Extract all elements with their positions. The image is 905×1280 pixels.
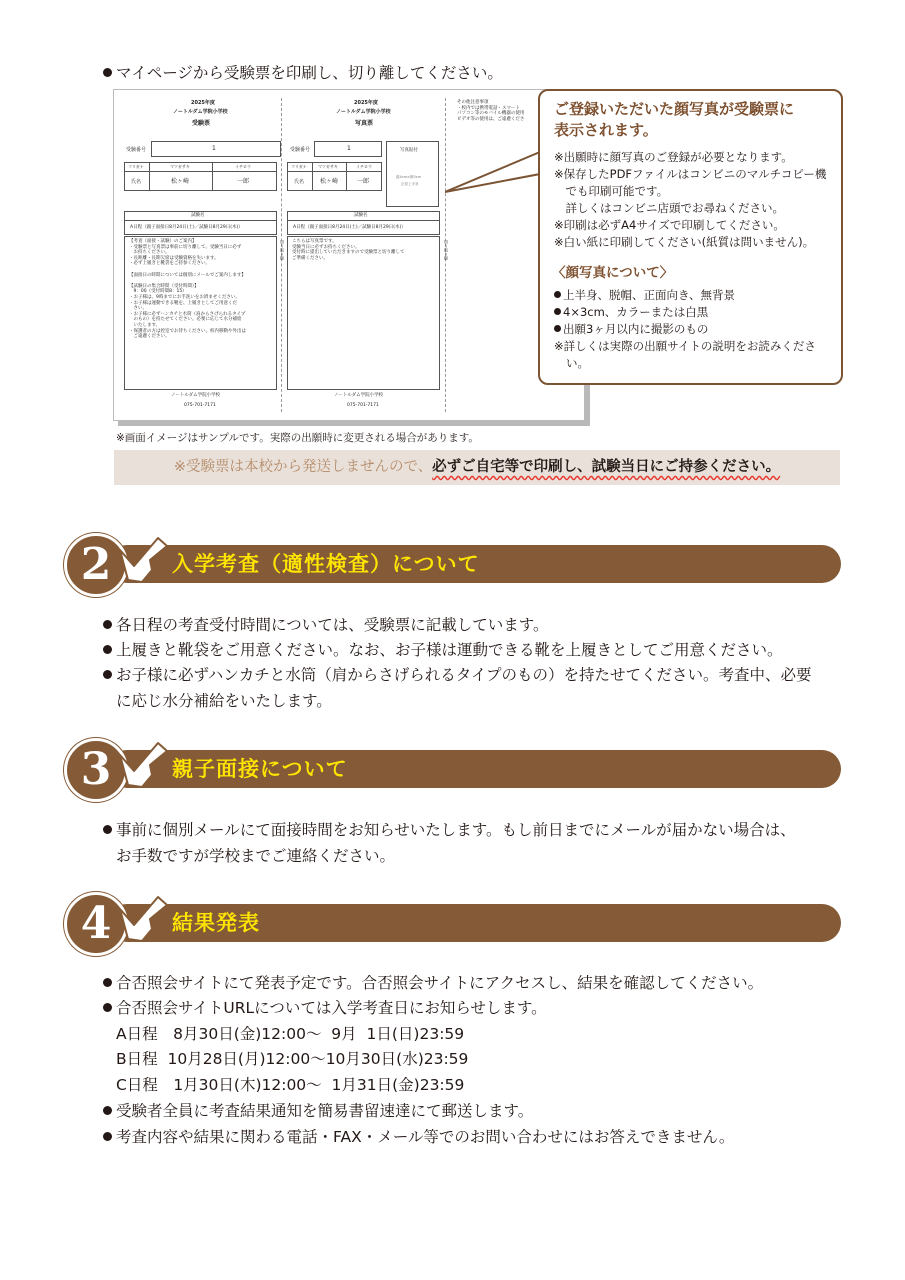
ticket-furigana-last: マツガサキ	[170, 164, 190, 169]
bullet-icon	[103, 68, 112, 77]
section4-item: 合否照会サイトURLについては入学考査日にお知らせします。	[103, 995, 547, 1021]
callout-line: ※保存したPDFファイルはコンビニのマルチコピー機	[554, 167, 827, 181]
section-title: 結果発表	[172, 911, 260, 935]
section4-item: 合否照会サイトにて発表予定です。合否照会サイトにアクセスし、結果を確認してください。	[103, 970, 763, 996]
cut-line-label-2: 切り取り線	[444, 240, 449, 260]
ticket-note-line: 【試験日の集合時間（受付時間）】	[129, 283, 199, 289]
ticket-name-box	[124, 162, 277, 191]
photo-ticket-exam-label: 試験名	[354, 213, 368, 218]
ticket-note-line: 受付時に提出していただきますので受験票と切り離して	[292, 250, 405, 256]
ticket-note-line: ご準備ください。	[292, 255, 328, 261]
print-banner	[114, 450, 840, 485]
sample-note: ※画面イメージはサンプルです。実際の出願時に変更される場合があります。	[116, 432, 479, 444]
ticket-furigana-label: フリガナ	[128, 164, 144, 169]
photo-ticket-exam-value: A日程（親子面接日8月24日(土)／試験日8月29日(木)）	[293, 225, 406, 230]
photo-ticket-title: 写真票	[355, 120, 374, 127]
callout-title: ご登録いただいた顔写真が受験票に 表示されます。	[554, 100, 795, 139]
ticket-note-line: パソコン等のモバイル機器の使用	[457, 111, 525, 117]
photo-ticket-name-col2	[346, 162, 347, 191]
section-number: 4	[80, 898, 112, 949]
ticket-name-col1	[149, 162, 150, 191]
photo-box-note1: 縦4cm×横3cm	[396, 175, 422, 179]
callout-line: ※白い紙に印刷してください(紙質は問いません)。	[554, 235, 815, 249]
ticket-note-line: こちらは写真票です。	[292, 239, 337, 244]
bullet-icon	[103, 645, 112, 654]
ticket-note-line: いたします。	[129, 322, 161, 328]
ticket-notes	[129, 239, 277, 340]
callout-line: でも印刷可能です。	[554, 184, 669, 198]
ticket-num-label: 受験番号	[126, 147, 147, 153]
photo-box-note2: 正面上半身	[401, 182, 419, 186]
photo-box-label: 写真貼付	[400, 148, 418, 153]
photo-ticket-name-col1	[312, 162, 313, 191]
bullet-icon	[103, 978, 112, 987]
ticket-name-divider	[124, 171, 277, 172]
ticket-name-label: 氏名	[131, 179, 142, 185]
ticket-note-line: さい。	[129, 306, 147, 312]
bullet-icon	[103, 1003, 112, 1012]
bullet-icon	[103, 1106, 112, 1115]
photo-ticket-furigana-last: マツガサキ	[318, 164, 338, 169]
callout-pointer	[445, 140, 543, 200]
callout-line: 詳しくはコンビニ店頭でお尋ねください。	[554, 201, 784, 215]
section-number: 3	[80, 744, 112, 795]
bullet-icon	[554, 325, 561, 332]
cut-line-label-1: 切り取り線	[280, 240, 285, 260]
bullet-icon	[103, 1132, 112, 1141]
callout-photo-note-cont: い。	[566, 356, 589, 370]
section4-header	[64, 887, 841, 957]
ticket-sample	[113, 89, 585, 421]
photo-ticket-footer-tel: 075-701-7171	[347, 403, 379, 408]
ticket-note-line: ・必ず上履きと靴袋をご持参ください。	[129, 261, 210, 267]
pointing-hand-icon	[112, 530, 174, 592]
ticket-note-line: ・長距離・長期欠席は受験資格を失います。	[129, 255, 219, 261]
section-title: 入学考査（適性検査）について	[172, 552, 480, 576]
ticket-note-line: ・受験票と写真票は事前に切り離して、受験当日に必ず	[129, 244, 242, 250]
photo-ticket-num-label: 受験番号	[290, 147, 311, 153]
ticket-note-line: ご遠慮ください。	[129, 334, 170, 340]
ticket-exam-value: A日程（親子面接日8月24日(土)／試験日8月29日(木)）	[130, 225, 243, 230]
callout-photo-item: 出願3ヶ月以内に撮影のもの	[554, 321, 708, 338]
ticket-name-first: 一郎	[237, 178, 250, 185]
ticket-footer-tel: 075-701-7171	[184, 403, 216, 408]
bullet-icon	[103, 670, 112, 679]
section2-item: 上履きと靴袋をご用意ください。なお、お子様は運動できる靴を上履きとしてご用意ください。	[103, 637, 783, 663]
section3-header	[64, 733, 841, 803]
ticket-note-line: ・お子様は、9時までにお手洗いをお済ませください。	[129, 294, 240, 300]
schedule-c: C日程 1月30日(木)12:00～ 1月31日(金)23:59	[116, 1076, 465, 1094]
callout-photo-item: 上半身、脱帽、正面向き、無背景	[554, 287, 735, 304]
ticket-name-last: 松ヶ崎	[171, 178, 190, 185]
callout-photo-note: ※詳しくは実際の出願サイトの説明をお読みくださ	[554, 339, 816, 353]
ticket-note-line: 受験当日に必ずお持ちください。	[292, 244, 360, 250]
ticket-note-line: ・お子様に必ずハンカチと水筒（肩からさげられるタイプ	[129, 311, 246, 317]
ticket-school: ノートルダム学院小学校	[173, 109, 228, 115]
ticket-note-line: ・保護者の方は控室でお待ちください。校内移動や外出は	[129, 328, 246, 334]
section-title: 親子面接について	[172, 757, 348, 781]
ticket-furigana-first: イチロウ	[235, 164, 251, 169]
ticket-num-value: 1	[212, 145, 216, 152]
photo-ticket-name-divider	[287, 171, 382, 172]
ticket-note-line: 【考査（面接・試験）のご案内】	[129, 239, 197, 244]
photo-ticket-name-last: 松ヶ崎	[320, 178, 339, 185]
ticket-exam-divider	[124, 220, 277, 221]
ticket-note-line: 9：00（受付時間8：15）	[129, 289, 187, 295]
section2-item-cont: に応じ水分補給をいたします。	[116, 692, 332, 710]
photo-ticket-exam-divider	[287, 220, 440, 221]
photo-ticket-furigana-label: フリガナ	[291, 164, 307, 169]
step1-intro: マイページから受験票を印刷し、切り離してください。	[103, 60, 503, 86]
schedule-a: A日程 8月30日(金)12:00～ 9月 1日(日)23:59	[116, 1025, 465, 1043]
callout-photo-heading: 〈顔写真について〉	[552, 265, 674, 281]
bullet-icon	[103, 825, 112, 834]
ticket-note-line: ・校内では携帯電話・スマート	[457, 105, 520, 111]
pointing-hand-icon	[112, 735, 174, 797]
section3-item-cont: お手数ですが学校までご連絡ください。	[116, 847, 396, 865]
photo-ticket-furigana-first: イチロウ	[356, 164, 372, 169]
ticket-note-line: ビデオ等の使用は、ご遠慮くださ	[457, 116, 525, 122]
ticket-year: 2025年度	[191, 100, 215, 106]
section2-item: お子様に必ずハンカチと水筒（肩からさげられるタイプのもの）を持たせてください。考査中、必要	[103, 662, 812, 688]
section-number: 2	[80, 539, 112, 590]
pointing-hand-icon	[112, 889, 174, 951]
bullet-icon	[554, 308, 561, 315]
bullet-icon	[103, 620, 112, 629]
ticket-note-line: その他注意事項	[457, 100, 489, 105]
ticket-footer-school: ノートルダム学院小学校	[171, 393, 221, 398]
photo-ticket-school: ノートルダム学院小学校	[336, 109, 391, 115]
ticket-note-line: のもの）を持たせてください。必要に応じて水分補給	[129, 317, 242, 323]
photo-callout	[538, 89, 843, 385]
ticket-name-col2	[212, 162, 213, 191]
ticket-note-line: 【面接日の時間については個別にメールでご案内します】	[129, 272, 246, 278]
ticket-note-line: ・お子様は運動できる靴を、上履きとしてご用意くだ	[129, 300, 237, 306]
callout-photo-item: 4×3cm、カラーまたは白黒	[554, 304, 708, 321]
section2-item: 各日程の考査受付時間については、受験票に記載しています。	[103, 612, 548, 638]
photo-ticket-name-first: 一郎	[357, 178, 370, 185]
photo-ticket-notes	[292, 239, 440, 261]
callout-line: ※出願時に顔写真のご登録が必要となります。	[554, 150, 793, 164]
ticket-num-box	[151, 141, 281, 157]
section3-item: 事前に個別メールにて面接時間をお知らせいたします。もし前日までにメールが届かない場合は、	[103, 817, 796, 843]
ticket-exam-label: 試験名	[191, 213, 205, 218]
banner-emphasis: 必ずご自宅等で印刷し、試験当日にご持参ください。	[432, 459, 781, 475]
bullet-icon	[554, 291, 561, 298]
photo-ticket-num-value: 1	[347, 145, 351, 152]
schedule-b: B日程 10月28日(月)12:00～10月30日(水)23:59	[116, 1050, 469, 1068]
section2-header	[64, 528, 841, 598]
callout-line: ※印刷は必ずA4サイズで印刷してください。	[554, 218, 785, 232]
photo-ticket-name-label: 氏名	[294, 179, 305, 185]
photo-ticket-footer-school: ノートルダム学院小学校	[334, 393, 384, 398]
banner-text: ※受験票は本校から発送しませんので、	[173, 459, 433, 475]
section4-item: 考査内容や結果に関わる電話・FAX・メール等でのお問い合わせにはお答えできません。	[103, 1124, 734, 1150]
ticket-note-line: お持ちください。	[129, 250, 170, 256]
ticket-title: 受験票	[192, 120, 211, 127]
photo-ticket-year: 2025年度	[354, 100, 378, 106]
section4-item: 受験者全員に考査結果通知を簡易書留速達にて郵送します。	[103, 1098, 533, 1124]
